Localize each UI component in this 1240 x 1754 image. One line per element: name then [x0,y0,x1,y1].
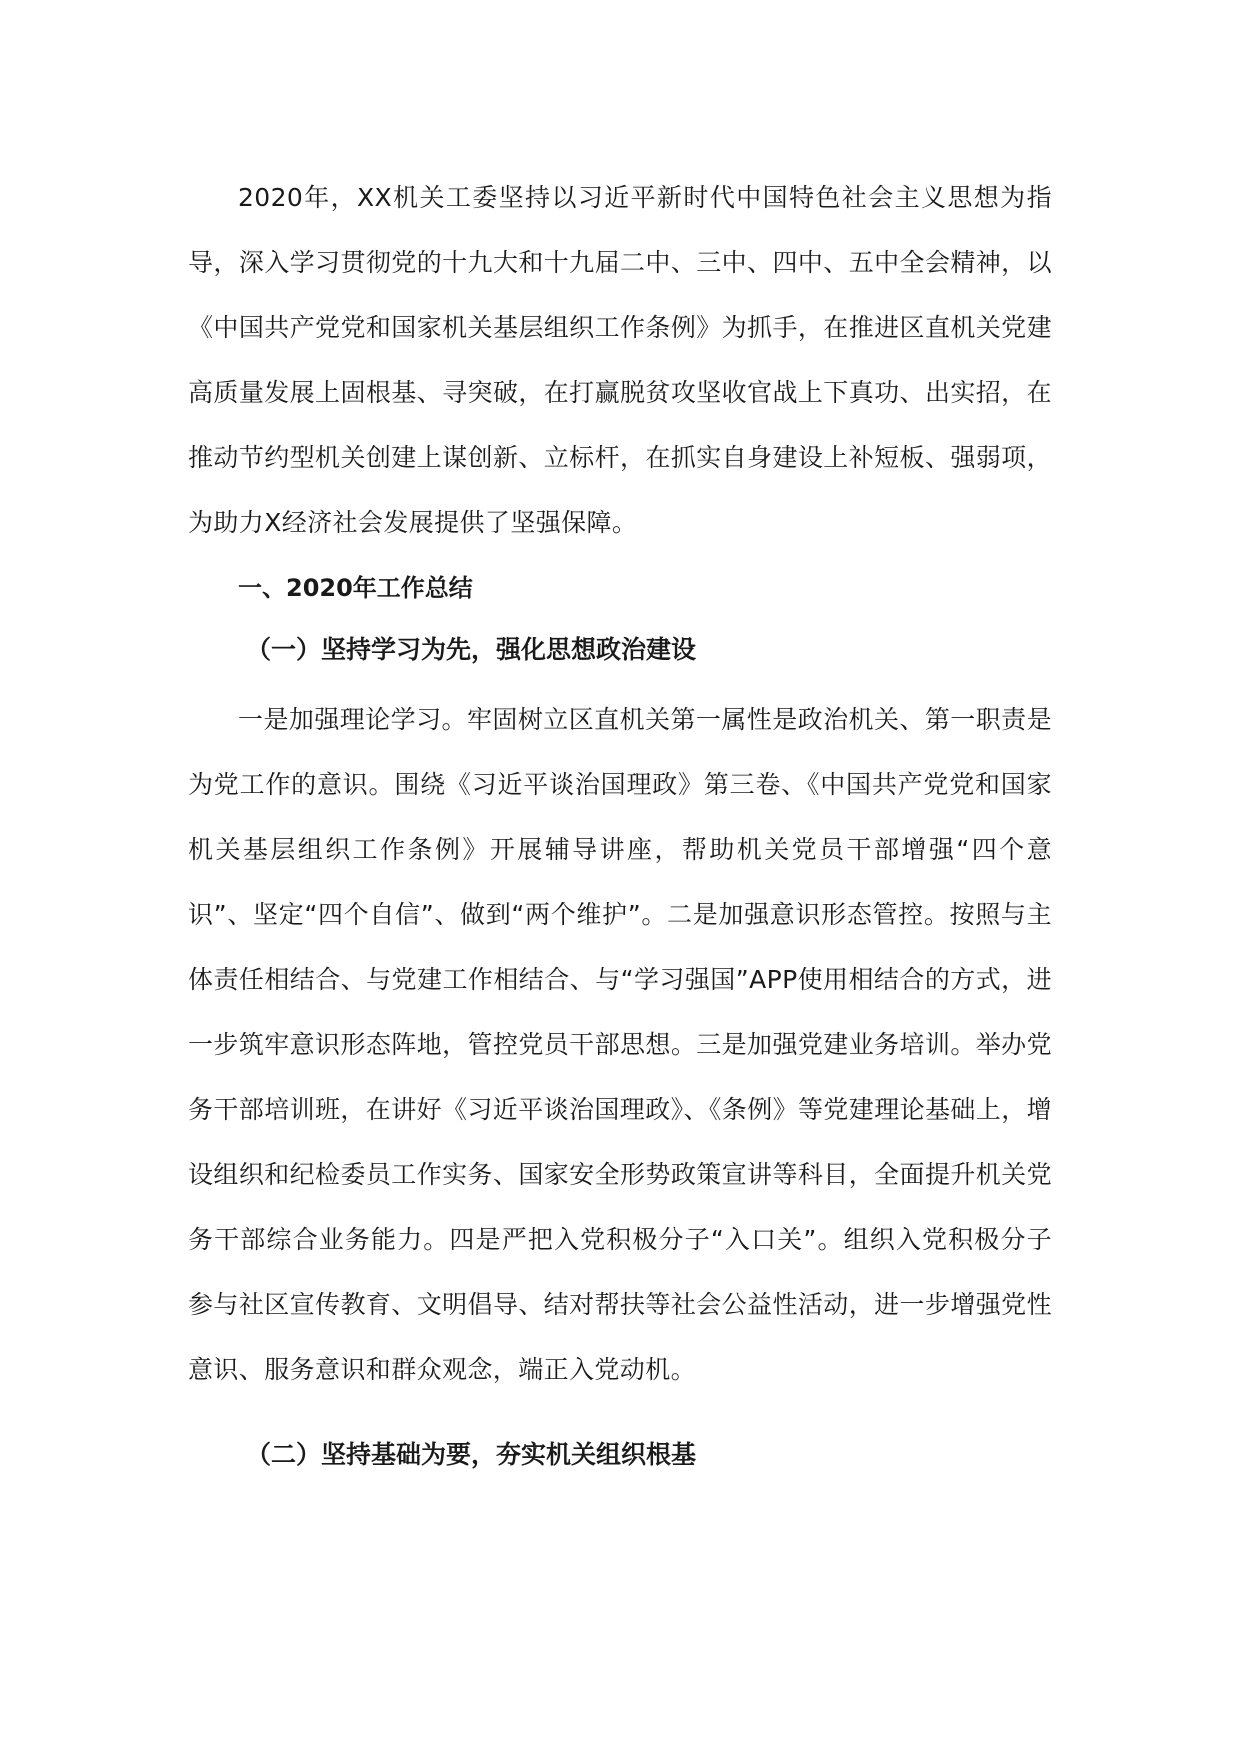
paragraph-spacer [188,1402,1052,1420]
section-heading-1: 一、2020年工作总结 [238,574,473,602]
subsection-1-paragraph: 一是加强理论学习。牢固树立区直机关第一属性是政治机关、第一职责是为党工作的意识。围绕《习近平谈治国理政》第三卷、《中国共产党党和国家机关基层组织工作条例》开展辅导讲座，帮助机关党员干部增强“四个意识”、坚定“四个自信”、做到“两个维护”。二是加强意识形态管控。按照与主体责任相结合、与党建工作相结合、与“学习强国”APP使用相结合的方式，进一步筑牢意识形态阵地，管控党员干部思想。三是加强党建业务培训。举办党务干部培训班，在讲好《习近平谈治国理政》、《条例》等党建理论基础上，增设组织和纪检委员工作实务、国家安全形势政策宣讲等科目，全面提升机关党务干部综合业务能力。四是严把入党积极分子“入口关”。组织入党积极分子参与社区宣传教育、文明倡导、结对帮扶等社会公益性活动，进一步增强党性意识、服务意识和群众观念，端正入党动机。 [188,705,1053,1384]
document-body [188,165,1052,1492]
subsection-heading-2: （二）坚持基础为要，夯实机关组织根基 [246,1440,697,1469]
intro-paragraph: 2020年，XX机关工委坚持以习近平新时代中国特色社会主义思想为指导，深入学习贯彻党的十九大和十九届二中、三中、四中、五中全会精神，以《中国共产党党和国家机关基层组织工作条例》为抓手，在推进区直机关党建高质量发展上固根基、寻突破，在打赢脱贫攻坚收官战上下真功、出实招，在推动节约型机关创建上谋创新、立标杆，在抓实自身建设上补短板、强弱项，为助力X经济社会发展提供了坚强保障。 [188,183,1052,537]
subsection-heading-1: （一）坚持学习为先，强化思想政治建设 [246,635,697,664]
